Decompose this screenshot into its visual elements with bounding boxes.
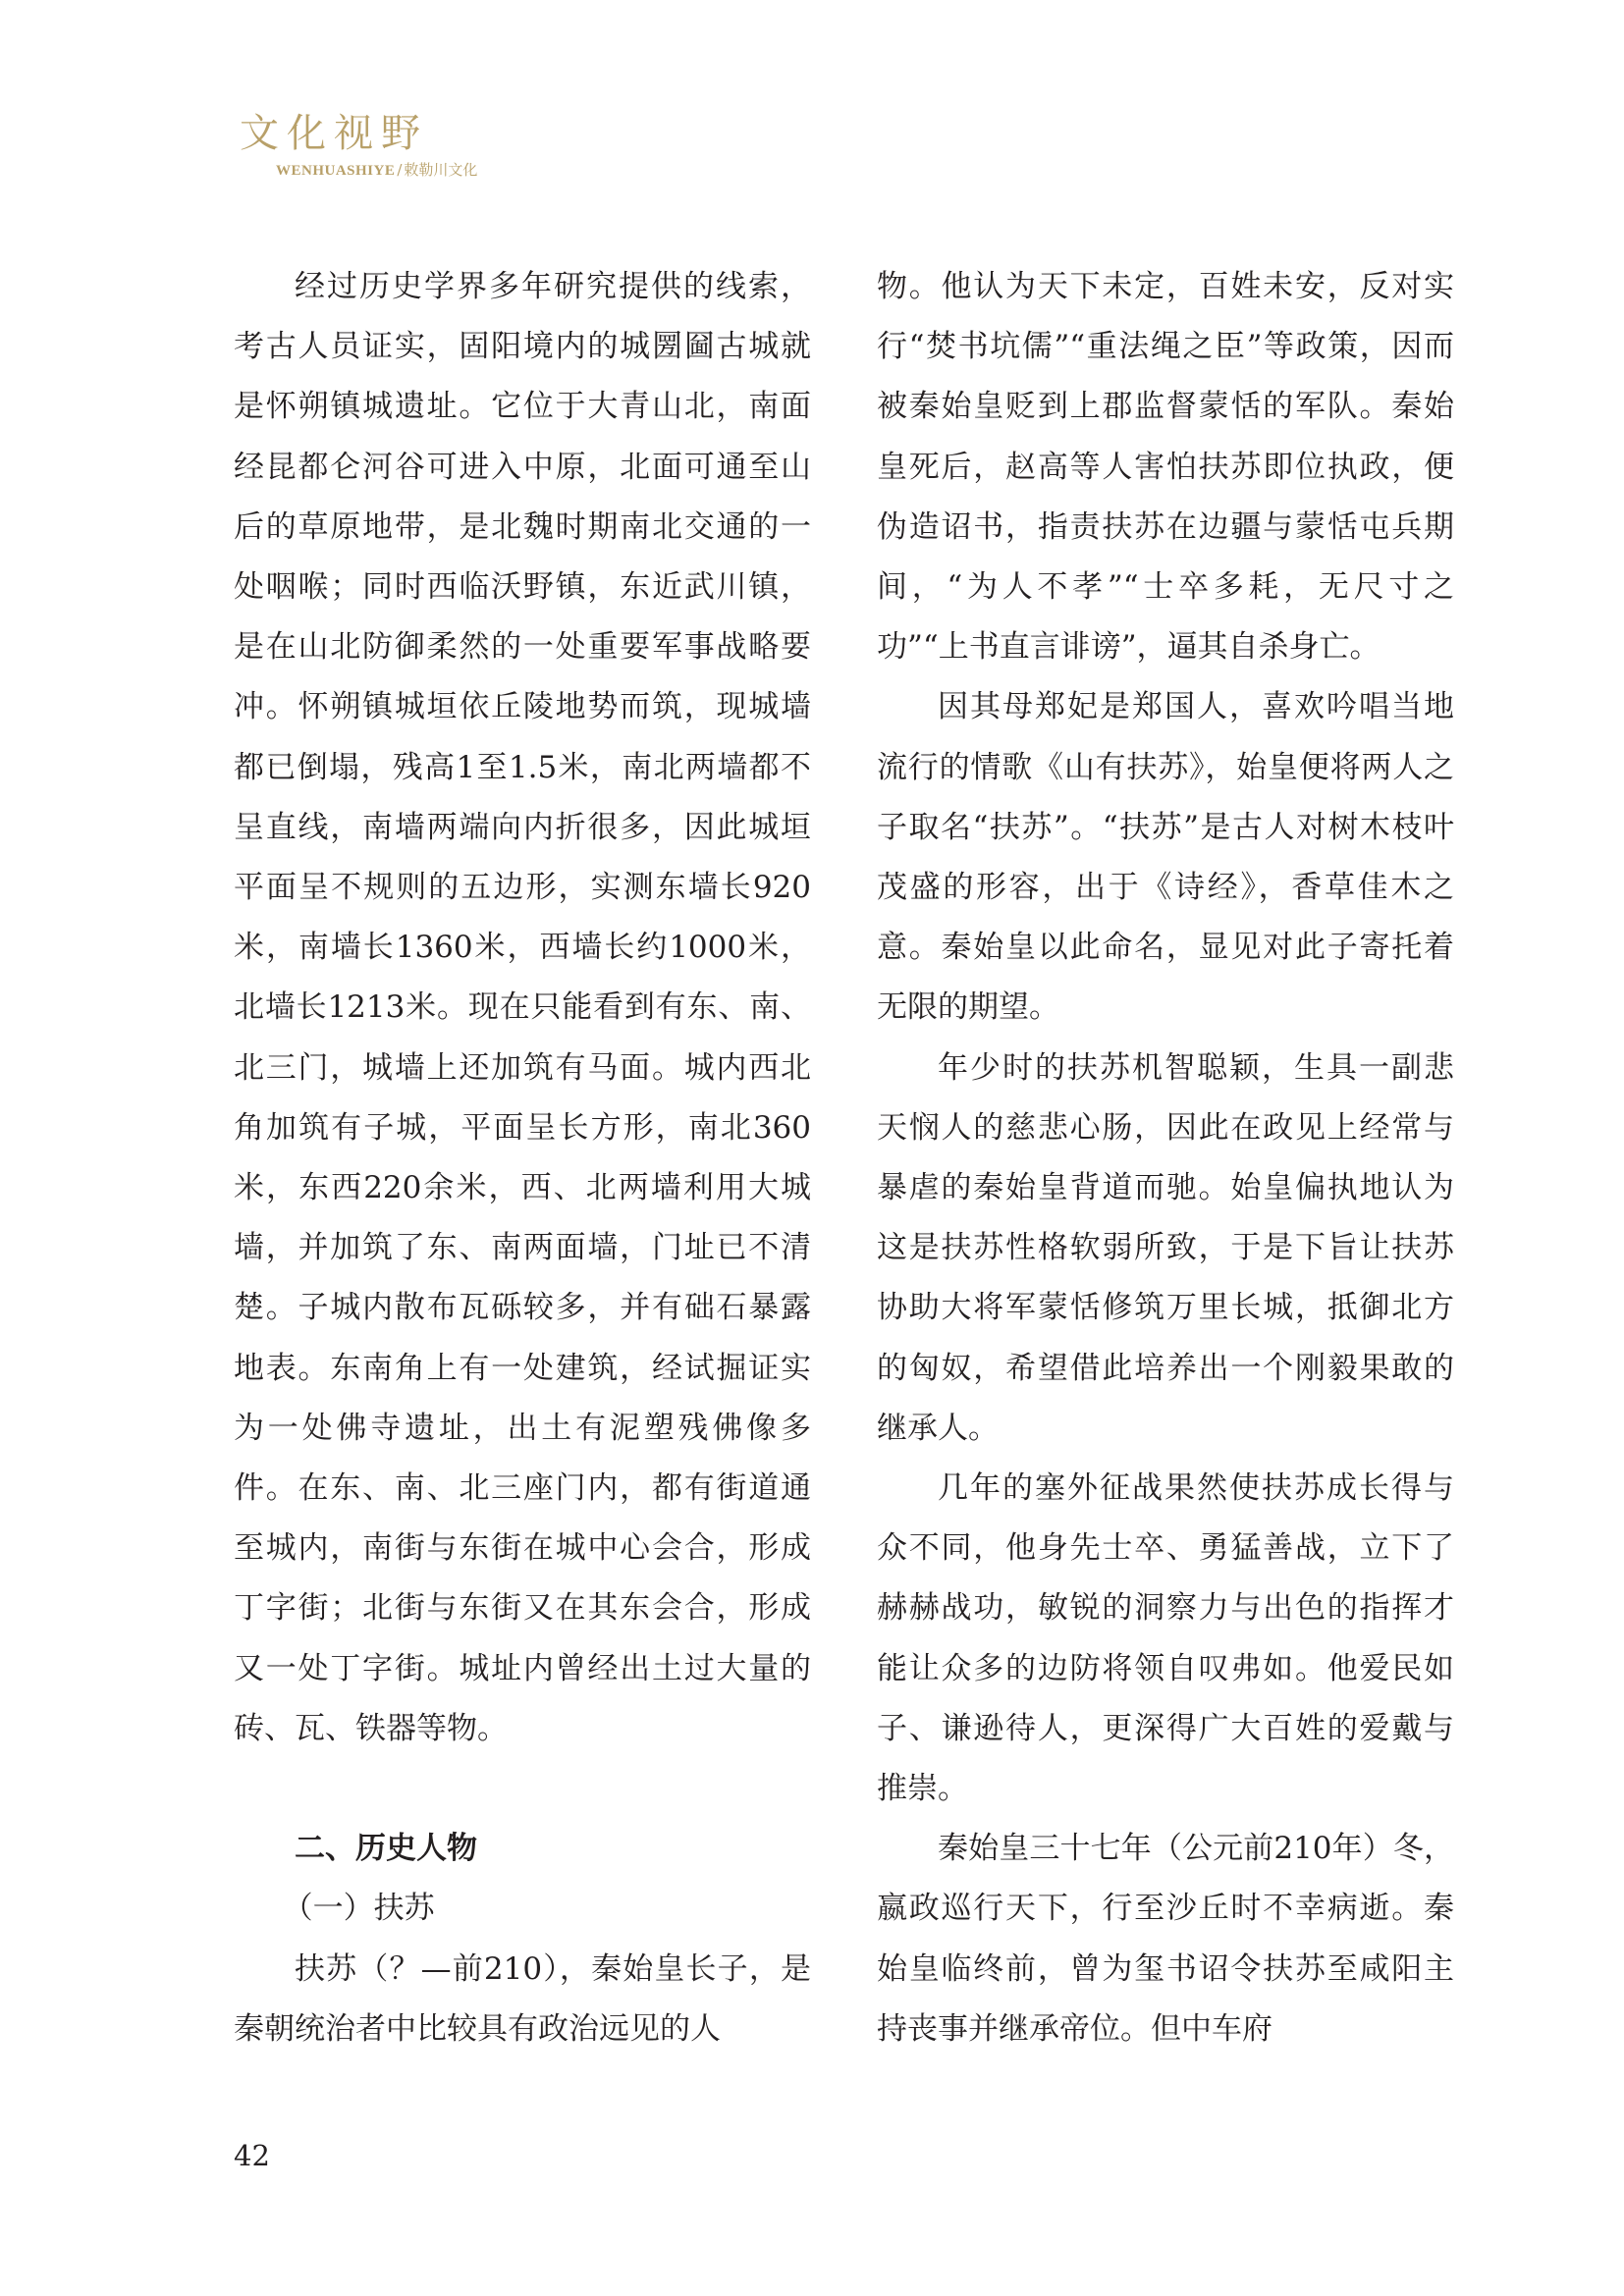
paragraph: 年少时的扶苏机智聪颖，生具一副悲天悯人的慈悲心肠，因此在政见上经常与暴虐的秦始皇背道而驰。始皇偏执地认为这是扶苏性格软弱所致，于是下旨让扶苏协助大将军蒙恬修筑万里长城，抵御北方的匈奴，希望借此培养出一个刚毅果敢的继承人。	[877, 1049, 1454, 1446]
section-subtitle-cn: 敕勒川文化	[404, 161, 478, 179]
section-heading: 二、历史人物	[295, 1831, 477, 1867]
paragraph: 秦始皇三十七年（公元前210年）冬，嬴政巡行天下，行至沙丘时不幸病逝。秦始皇临终前，曾为玺书诏令扶苏至咸阳主持丧事并继承帝位。但中车府	[877, 1831, 1454, 2047]
section-subtitle-separator: /	[397, 161, 403, 179]
page-number: 42	[234, 2139, 270, 2172]
page-header	[240, 110, 477, 180]
paragraph-gap	[234, 1759, 811, 1819]
paragraph: 扶苏（？—前210），秦始皇长子，是秦朝统治者中比较具有政治远见的人	[234, 1950, 811, 2047]
section-title: 文化视野	[240, 111, 428, 156]
left-column	[234, 257, 811, 2059]
paragraph: 几年的塞外征战果然使扶苏成长得与众不同，他身先士卒、勇猛善战，立下了赫赫战功，敏锐的洞察力与出色的指挥才能让众多的边防将领自叹弗如。他爱民如子、谦逊待人，更深得广大百姓的爱戴与推崇。	[877, 1470, 1454, 1807]
subsection-heading: （一）扶苏	[282, 1891, 435, 1927]
right-column	[877, 257, 1454, 2059]
paragraph: 物。他认为天下未定，百姓未安，反对实行“焚书坑儒”“重法绳之臣”等政策，因而被秦始皇贬到上郡监督蒙恬的军队。秦始皇死后，赵高等人害怕扶苏即位执政，便伪造诏书，指责扶苏在边疆与蒙恬屯兵期间，“为人不孝”“士卒多耗，无尺寸之功”“上书直言诽谤”，逼其自杀身亡。	[877, 269, 1454, 666]
paragraph: 因其母郑妃是郑国人，喜欢吟唱当地流行的情歌《山有扶苏》，始皇便将两人之子取名“扶苏”。“扶苏”是古人对树木枝叶茂盛的形容，出于《诗经》，香草佳木之意。秦始皇以此命名，显见对此子寄托着无限的期望。	[877, 689, 1454, 1026]
paragraph: 经过历史学界多年研究提供的线索，考古人员证实，固阳境内的城圐圙古城就是怀朔镇城遗址。它位于大青山北，南面经昆都仑河谷可进入中原，北面可通至山后的草原地带，是北魏时期南北交通的一处咽喉；同时西临沃野镇，东近武川镇，是在山北防御柔然的一处重要军事战略要冲。怀朔镇城垣依丘陵地势而筑，现城墙都已倒塌，残高1至1.5米，南北两墙都不呈直线，南墙两端向内折很多，因此城垣平面呈不规则的五边形，实测东墙长920米，南墙长1360米，西墙长约1000米，北墙长1213米。现在只能看到有东、南、北三门，城墙上还加筑有马面。城内西北角加筑有子城，平面呈长方形，南北360米，东西220余米，西、北两墙利用大城墙，并加筑了东、南两面墙，门址已不清楚。子城内散布瓦砾较多，并有础石暴露地表。东南角上有一处建筑，经试掘证实为一处佛寺遗址，出土有泥塑残佛像多件。在东、南、北三座门内，都有街道通至城内，南街与东街在城中心会合，形成丁字街；北街与东街又在其东会合，形成又一处丁字街。城址内曾经出土过大量的砖、瓦、铁器等物。	[234, 269, 811, 1746]
section-subtitle	[276, 161, 477, 180]
section-subtitle-en: WENHUASHIYE	[276, 163, 396, 179]
